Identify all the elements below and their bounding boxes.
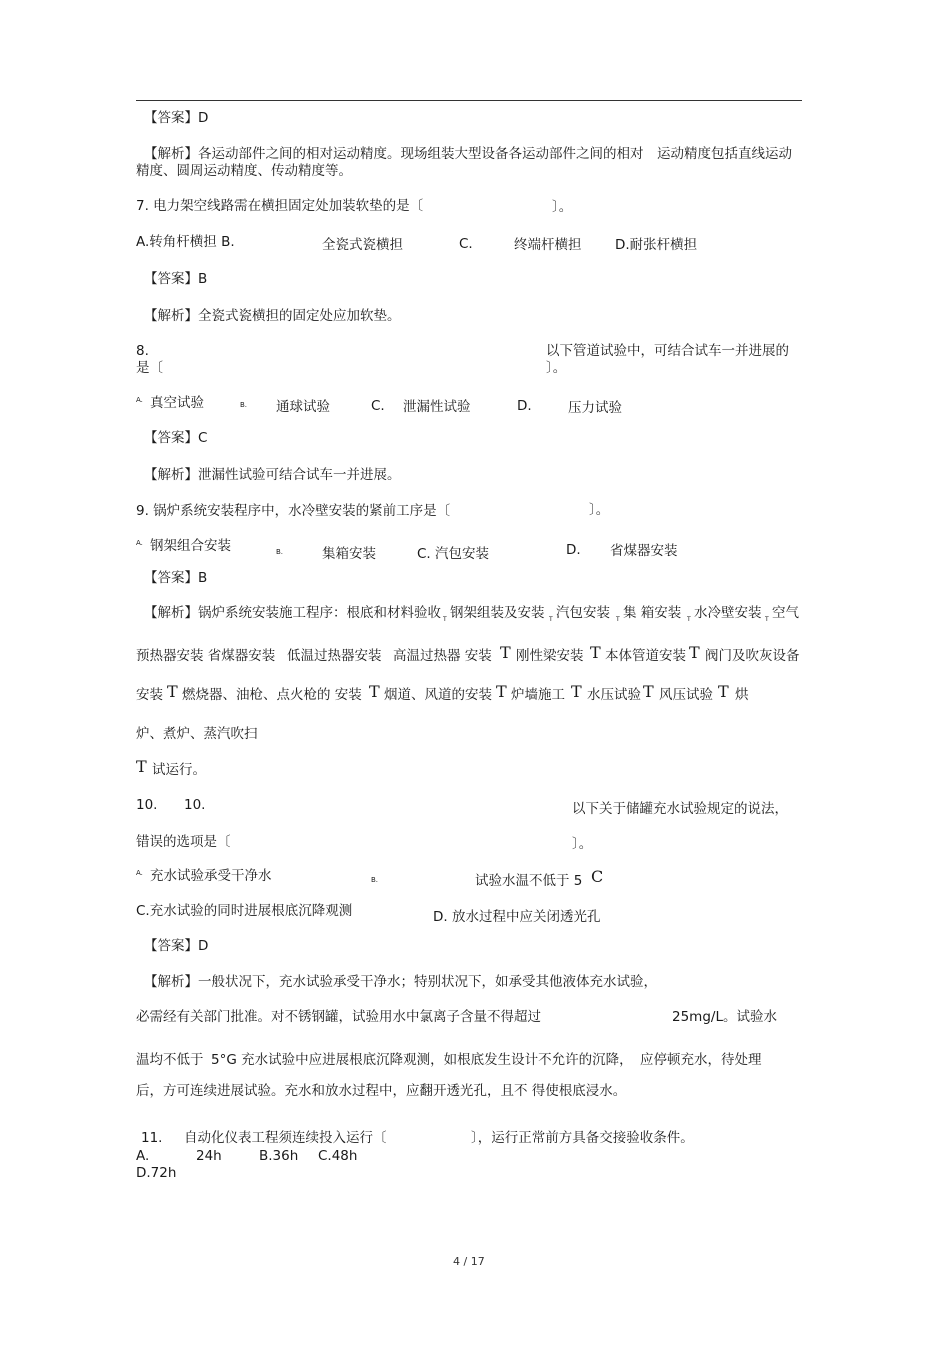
arrow: T <box>643 682 654 701</box>
arrow: T <box>590 643 601 662</box>
q8-option-c-label: C. <box>371 398 385 414</box>
q9-analysis-step: 低温过热器安装 <box>287 648 382 664</box>
q7-answer: 【答案】B <box>144 271 208 287</box>
q9-stem-end: 〕。 <box>589 502 610 518</box>
q9-option-a-label: A. <box>136 539 143 547</box>
q9-analysis-step: 烟道、风道的安装 <box>384 687 492 703</box>
q9-analysis-step: 水压试验 <box>587 687 641 703</box>
q8-stem-line2: 是〔 <box>136 360 163 376</box>
q8-option-d: 压力试验 <box>568 400 622 416</box>
arrow: T <box>765 616 769 623</box>
q10-analysis-line4: 后，方可连续进展试验。充水和放水过程中，应翻开透光孔，且不 得使根底浸水。 <box>136 1083 627 1099</box>
q7-option-c: 终端杆横担 <box>514 237 582 253</box>
q9-analysis-step: 试运行。 <box>152 762 206 778</box>
q9-option-b: 集箱安装 <box>322 546 376 562</box>
q8-option-b: 通球试验 <box>276 399 330 415</box>
q10-analysis-line2: 必需经有关部门批准。对不锈钢罐，试验用水中氯离子含量不得超过 <box>136 1009 541 1025</box>
arrow: T <box>687 616 691 623</box>
header-rule <box>136 100 802 101</box>
q11-option-d: D.72h <box>136 1165 177 1181</box>
q10-option-d: D. 放水过程中应关闭透光孔 <box>433 909 601 925</box>
q9-stem: 9. 锅炉系统安装程序中，水冷壁安装的紧前工序是〔 <box>136 503 451 519</box>
arrow: T <box>136 757 147 776</box>
arrow: T <box>571 682 582 701</box>
q10-option-a: 充水试验承受干净水 <box>150 868 272 884</box>
q8-stem-end: 〕。 <box>546 360 567 376</box>
q7-option-d: D.耐张杆横担 <box>615 237 698 253</box>
q9-option-d: 省煤器安装 <box>610 543 678 559</box>
q11-number: 11. <box>141 1130 163 1146</box>
q8-option-a-label: A. <box>136 396 143 404</box>
q9-analysis-step: 本体管道安装 <box>605 648 686 664</box>
q8-option-a: 真空试验 <box>150 395 204 411</box>
q11-option-c: C.48h <box>318 1148 358 1164</box>
q9-analysis-step: 烘 <box>735 687 749 703</box>
arrow: T <box>616 616 620 623</box>
q6-answer: 【答案】D <box>144 110 209 126</box>
q9-option-b-label: B. <box>276 548 284 556</box>
q9-analysis-step: 水冷壁安装 <box>694 605 762 621</box>
q11-stem-end: 〕，运行正常前方具备交接验收条件。 <box>471 1130 694 1146</box>
q9-option-a: 钢架组合安装 <box>150 538 231 554</box>
q9-analysis-step: 炉墙施工 <box>511 687 565 703</box>
q9-analysis-step: 阀门及吹灰设备 <box>705 648 800 664</box>
q11-stem: 自动化仪表工程须连续投入运行〔 <box>184 1130 387 1146</box>
q9-analysis-step: 燃烧器、油枪、点火枪的 安装 <box>182 687 362 703</box>
q10-option-b-label: B. <box>371 876 379 884</box>
q8-answer: 【答案】C <box>144 430 208 446</box>
q9-analysis-step: 汽包安装 <box>556 605 610 621</box>
arrow: T <box>689 643 700 662</box>
q9-analysis-step: 钢架组装及安装 <box>450 605 545 621</box>
q10-option-b-unit: C <box>591 867 604 886</box>
q9-option-d-label: D. <box>566 542 581 558</box>
q11-option-b: B.36h <box>259 1148 299 1164</box>
q9-answer: 【答案】B <box>144 570 208 586</box>
q6-analysis: 【解析】各运动部件之间的相对运动精度。现场组装大型设备各运动部件之间的相对 <box>144 146 644 162</box>
arrow: T <box>369 682 380 701</box>
q11-option-a: A. <box>136 1148 150 1164</box>
q11-option-a-value: 24h <box>196 1148 222 1164</box>
q10-analysis-line3: 温均不低于 <box>136 1052 204 1068</box>
q8-number: 8. <box>136 343 149 359</box>
q8-option-d-label: D. <box>517 398 532 414</box>
q10-analysis-line2-cont: 25mg/L。试验水 <box>672 1009 777 1025</box>
arrow: T <box>500 643 511 662</box>
q7-analysis: 【解析】全瓷式瓷横担的固定处应加软垫。 <box>144 308 401 324</box>
q9-analysis-step: 预热器安装 省煤器安装 <box>136 648 276 664</box>
q9-option-c: C. 汽包安装 <box>417 546 490 562</box>
arrow: T <box>443 616 447 623</box>
q10-number: 10. <box>136 797 158 813</box>
page-number: 4 / 17 <box>453 1255 485 1268</box>
q7-option-b: 全瓷式瓷横担 <box>322 237 403 253</box>
q9-analysis-step: 刚性梁安装 <box>516 648 584 664</box>
q7-stem-end: 〕。 <box>552 199 573 215</box>
q7-stem: 7. 电力架空线路需在横担固定处加装软垫的是〔 <box>136 198 424 214</box>
q9-analysis-step: 炉、煮炉、蒸汽吹扫 <box>136 726 258 742</box>
q9-analysis-step: 风压试验 <box>659 687 713 703</box>
q9-analysis: 【解析】锅炉系统安装施工程序：根底和材料验收 <box>144 605 441 621</box>
q10-number-repeat: 10. <box>184 797 206 813</box>
q7-option-a: A.转角杆横担 B. <box>136 234 235 250</box>
q10-stem: 以下关于储罐充水试验规定的说法， <box>572 801 788 817</box>
q10-answer: 【答案】D <box>144 938 209 954</box>
q10-analysis-line3-end: 应停顿充水，待处理 <box>640 1052 762 1068</box>
arrow: T <box>167 682 178 701</box>
q10-analysis-line3-mid: 5°G 充水试验中应进展根底沉降观测，如根底发生设计不允许的沉降， <box>211 1052 633 1068</box>
q8-option-c: 泄漏性试验 <box>403 399 471 415</box>
q8-stem: 以下管道试验中，可结合试车一并进展的 <box>546 343 789 359</box>
q10-option-a-label: A. <box>136 869 143 877</box>
q10-option-b: 试验水温不低于 5 <box>475 873 583 889</box>
q9-analysis-step: 空气 <box>772 605 799 621</box>
q8-analysis: 【解析】泄漏性试验可结合试车一并进展。 <box>144 467 401 483</box>
q10-option-c: C.充水试验的同时进展根底沉降观测 <box>136 903 353 919</box>
q6-analysis-cont: 运动精度包括直线运动 <box>657 146 792 162</box>
q9-analysis-step: 高温过热器 安装 <box>393 648 492 664</box>
q10-stem-end: 〕。 <box>572 836 593 852</box>
q8-option-b-label: B. <box>240 401 248 409</box>
q10-analysis: 【解析】一般状况下，充水试验承受干净水；特别状况下，如承受其他液体充水试验， <box>144 974 657 990</box>
arrow: T <box>496 682 507 701</box>
q9-analysis-step: 安装 <box>136 687 163 703</box>
q10-stem-line2: 错误的选项是〔 <box>136 834 231 850</box>
q7-option-c-label: C. <box>459 236 473 252</box>
arrow: T <box>549 616 553 623</box>
arrow: T <box>718 682 729 701</box>
q6-analysis-line2: 精度、圆周运动精度、传动精度等。 <box>136 163 352 179</box>
q9-analysis-step: 集 箱安装 <box>623 605 682 621</box>
